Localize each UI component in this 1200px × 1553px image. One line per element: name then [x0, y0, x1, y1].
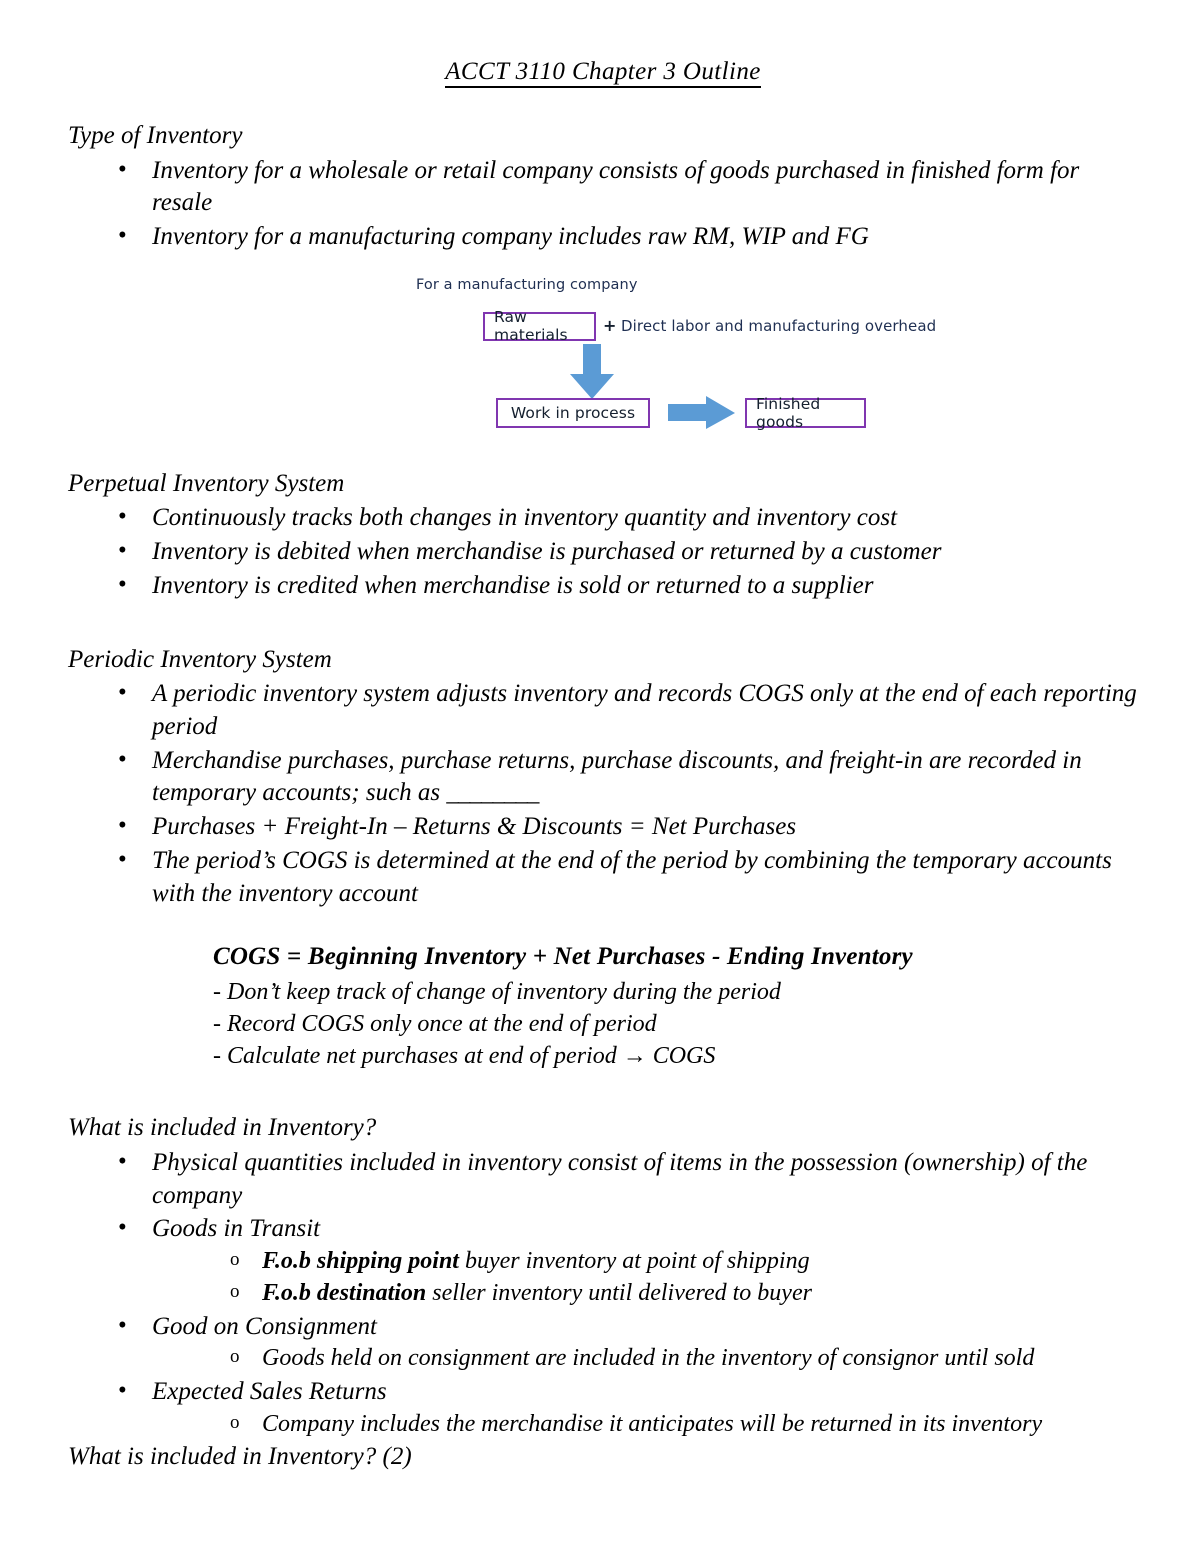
- cogs-formula: COGS = Beginning Inventory + Net Purchases - Ending Inventory: [213, 943, 913, 971]
- bullet-list: [68, 1147, 1138, 1440]
- list-item: [224, 1246, 1138, 1278]
- cogs-note: - Calculate net purchases at end of period → COGS: [213, 1042, 716, 1069]
- diagram-box-finished-goods: Finished goods: [745, 398, 866, 428]
- list-item: • Physical quantities included in inventory consist of items in the possession (ownership) of the company: [110, 1147, 1138, 1213]
- spacer: [68, 1072, 1138, 1112]
- diagram-plus-sign: +: [603, 315, 617, 335]
- section-periodic-inventory-system: [68, 644, 1138, 1073]
- list-item: [224, 1278, 1138, 1310]
- section-heading: Perpetual Inventory System: [68, 469, 345, 497]
- sub-bullet-list: [152, 1246, 1138, 1309]
- fob-description: buyer inventory at point of shipping: [458, 1248, 810, 1275]
- diagram-caption: For a manufacturing company: [416, 276, 638, 293]
- diagram-direct-labor-label: Direct labor and manufacturing overhead: [621, 316, 937, 335]
- section-heading: Type of Inventory: [68, 122, 243, 149]
- diagram-box-raw-materials: Raw materials: [483, 312, 596, 341]
- list-item: [110, 1311, 1138, 1375]
- list-item-text: Expected Sales Returns: [152, 1377, 387, 1405]
- bullet-list: [68, 155, 1138, 254]
- spacer: [68, 604, 1138, 644]
- down-arrow-icon: [562, 344, 622, 400]
- fob-term: F.o.b destination: [262, 1279, 427, 1306]
- list-item: [110, 1213, 1138, 1309]
- list-item-text: Good on Consignment: [152, 1312, 377, 1340]
- fill-in-blank: ________: [446, 779, 539, 807]
- fob-description: seller inventory until delivered to buyer: [426, 1279, 812, 1306]
- section-heading: What is included in Inventory?: [68, 1114, 377, 1142]
- list-item: • Continuously tracks both changes in inventory quantity and inventory cost: [110, 502, 1138, 535]
- bullet-list: [68, 678, 1138, 910]
- cogs-formula-block: [68, 940, 1138, 1072]
- section-heading: Periodic Inventory System: [68, 645, 332, 673]
- list-item: • Inventory for a manufacturing company includes raw RM, WIP and FG: [110, 221, 1138, 254]
- section-type-of-inventory: [68, 120, 1138, 254]
- list-item: [110, 1376, 1138, 1440]
- sub-bullet-list: [152, 1409, 1138, 1441]
- section-perpetual-inventory-system: [68, 468, 1138, 603]
- sub-bullet-list: [152, 1343, 1138, 1375]
- list-item: • Inventory is debited when merchandise is purchased or returned by a customer: [110, 536, 1138, 569]
- cogs-note: - Don’t keep track of change of inventory during the period: [213, 978, 781, 1005]
- cogs-note: - Record COGS only once at the end of period: [213, 1010, 657, 1037]
- list-item-text: Merchandise purchases, purchase returns, purchase discounts, and freight-in are recorded in temporary accounts; such as: [152, 746, 1082, 807]
- list-item-text: Goods in Transit: [152, 1215, 321, 1243]
- list-item: • Purchases + Freight-In – Returns & Discounts = Net Purchases: [110, 811, 1138, 844]
- list-item: • Inventory is credited when merchandise is sold or returned to a supplier: [110, 570, 1138, 603]
- diagram-box-work-in-process: Work in process: [496, 398, 650, 428]
- fob-term: F.o.b shipping point: [262, 1248, 459, 1275]
- manufacturing-flow-diagram: [68, 274, 1138, 442]
- right-arrow-icon: [668, 396, 736, 430]
- page-title-text: ACCT 3110 Chapter 3 Outline: [445, 58, 760, 88]
- final-heading: What is included in Inventory? (2): [68, 1443, 412, 1471]
- list-item: • Inventory for a wholesale or retail company consists of goods purchased in finished form for resale: [110, 155, 1138, 221]
- list-item: • The period’s COGS is determined at the end of the period by combining the temporary accounts with the inventory account: [110, 845, 1138, 911]
- bullet-list: [68, 502, 1138, 602]
- spacer: [68, 442, 1138, 468]
- list-item: • A periodic inventory system adjusts inventory and records COGS only at the end of each reporting period: [110, 678, 1138, 744]
- section-what-is-included-in-inventory: [68, 1112, 1138, 1440]
- list-item: o Goods held on consignment are included in the inventory of consignor until sold: [224, 1343, 1138, 1375]
- page-title: [68, 58, 1138, 86]
- list-item: o Company includes the merchandise it anticipates will be returned in its inventory: [224, 1409, 1138, 1441]
- list-item: [110, 745, 1138, 811]
